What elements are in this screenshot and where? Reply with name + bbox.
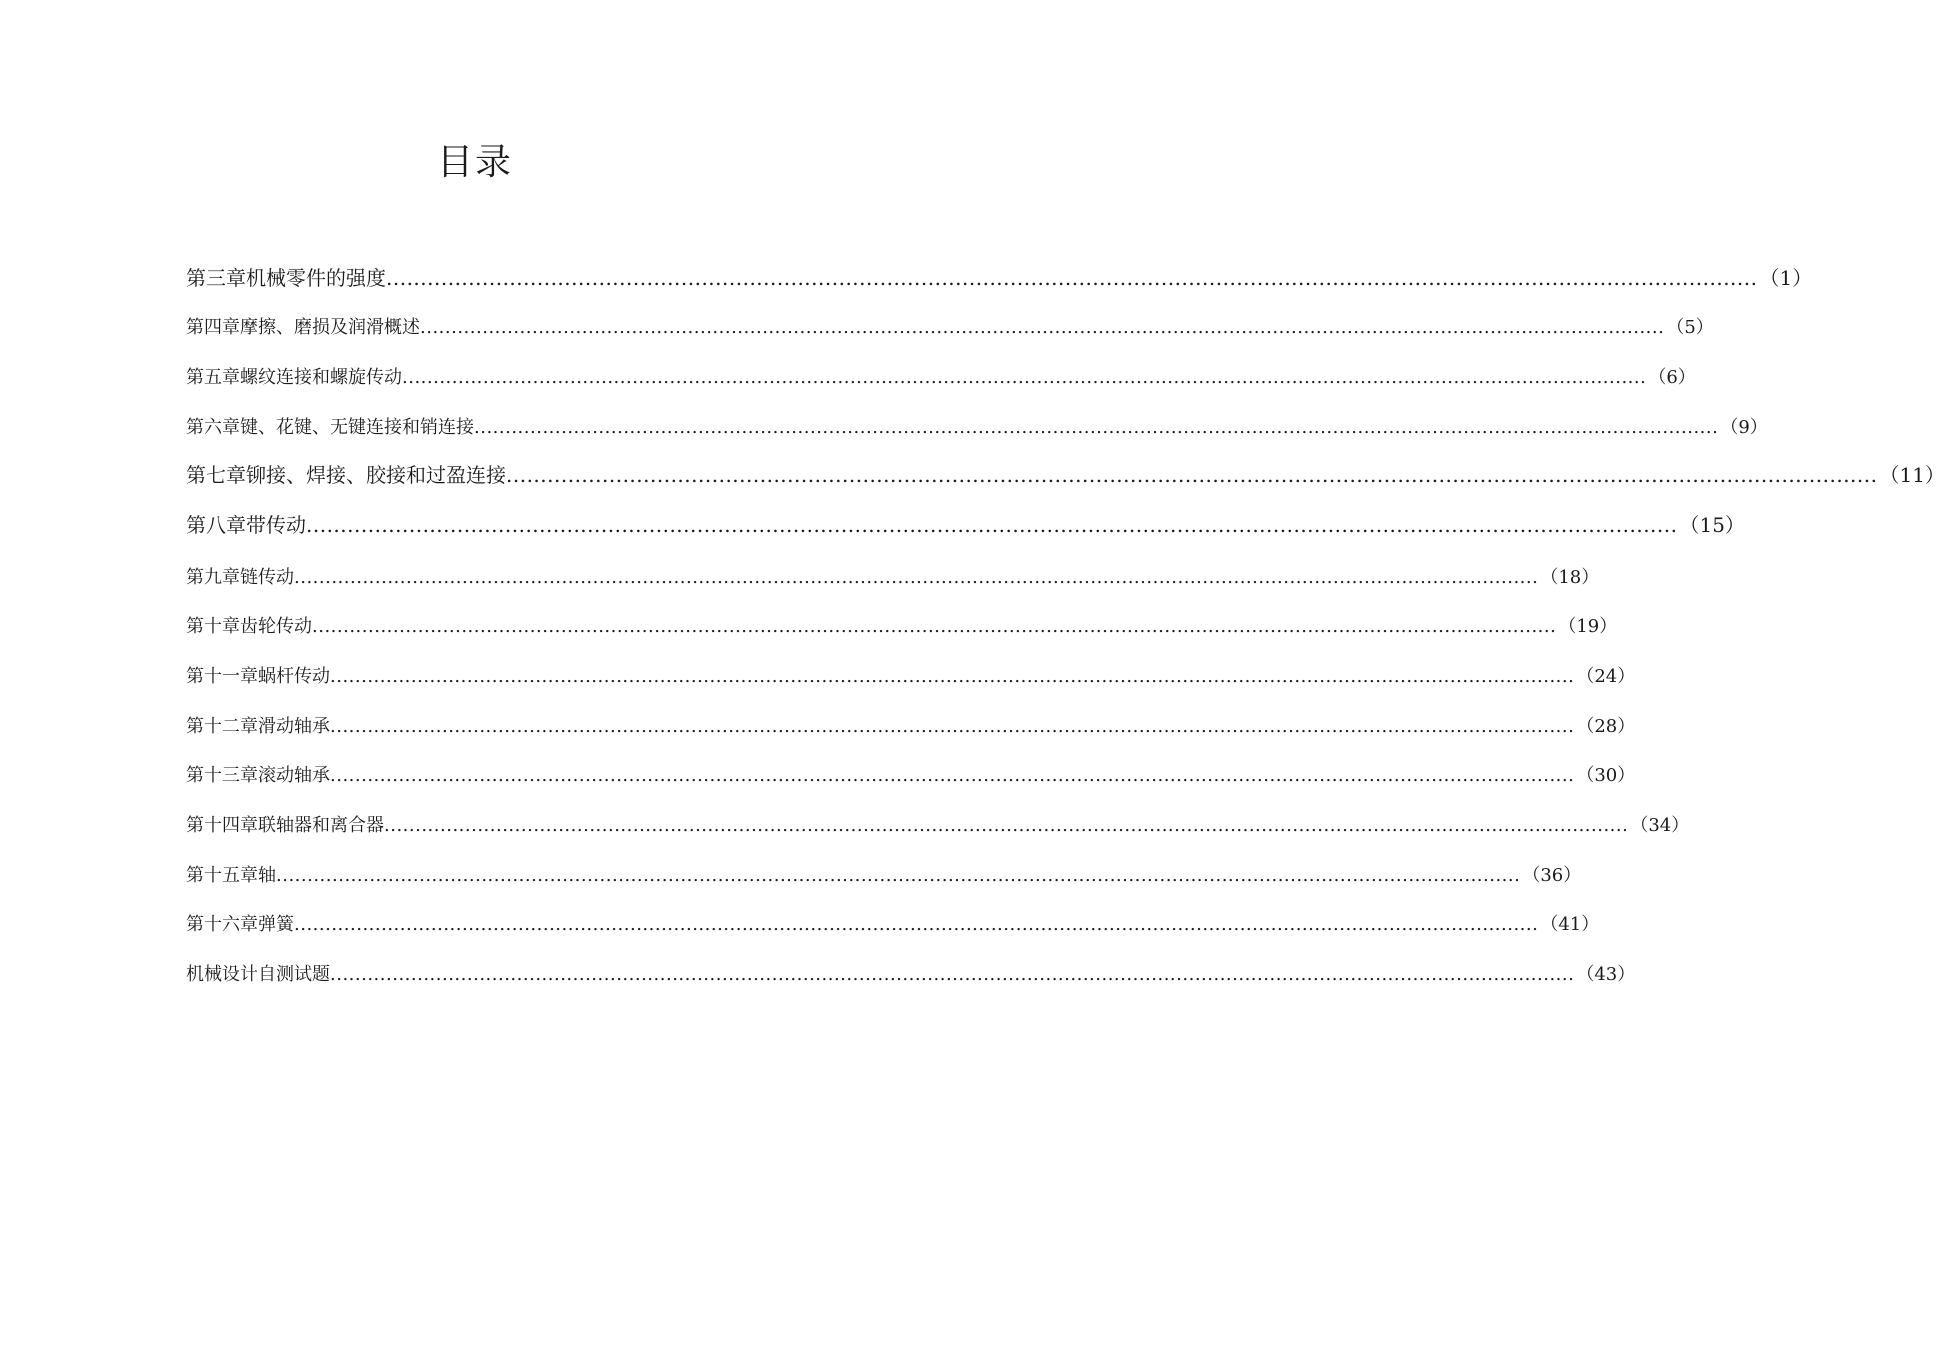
dot-leader: ........................................................................................................................................................................................................: [474, 417, 1719, 438]
page-number: （9）: [1720, 417, 1768, 438]
page-number: （11）: [1879, 463, 1945, 487]
page-number: （19）: [1558, 616, 1618, 637]
dot-leader: ........................................................................................................................................................................................................: [306, 513, 1678, 537]
chapter-number: 第十章: [186, 616, 240, 637]
chapter-title: 螺纹连接和螺旋传动: [240, 367, 402, 388]
chapter-number: 第五章: [186, 367, 240, 388]
chapter-title: 滑动轴承: [258, 716, 330, 737]
dot-leader: ........................................................................................................................................................................................................: [506, 463, 1878, 487]
dot-leader: ........................................................................................................................................................................................................: [294, 914, 1539, 935]
page-number: （36）: [1522, 865, 1582, 886]
dot-leader: ........................................................................................................................................................................................................: [330, 964, 1575, 985]
chapter-title: 滚动轴承: [258, 765, 330, 786]
dot-leader: ........................................................................................................................................................................................................: [420, 317, 1665, 338]
page-number: （18）: [1540, 567, 1600, 588]
chapter-title: 键、花键、无键连接和销连接: [240, 417, 474, 438]
dot-leader: ........................................................................................................................................................................................................: [276, 865, 1521, 886]
chapter-number: 第八章: [186, 513, 246, 537]
chapter-title: 带传动: [246, 513, 306, 537]
chapter-number: 第十二章: [186, 716, 258, 737]
page-title: 目录: [436, 142, 513, 183]
page-number: （41）: [1540, 914, 1600, 935]
page-number: （30）: [1576, 765, 1636, 786]
chapter-title: 联轴器和离合器: [258, 815, 384, 836]
page-number: （15）: [1679, 513, 1745, 537]
chapter-number: 第十五章: [186, 865, 258, 886]
toc-entry[interactable]: [186, 265, 1813, 291]
chapter-title: 轴: [258, 865, 276, 886]
toc-entry[interactable]: [186, 565, 1600, 591]
toc-entry[interactable]: [186, 962, 1636, 988]
chapter-number: 第九章: [186, 567, 240, 588]
dot-leader: ........................................................................................................................................................................................................: [294, 567, 1539, 588]
page-number: （1）: [1759, 266, 1813, 290]
page-number: （28）: [1576, 716, 1636, 737]
page-number: （6）: [1648, 367, 1696, 388]
dot-leader: ........................................................................................................................................................................................................: [402, 367, 1647, 388]
page-number: （24）: [1576, 666, 1636, 687]
toc-entry[interactable]: [186, 714, 1636, 740]
chapter-number: 第三章: [186, 266, 246, 290]
toc-entry[interactable]: [186, 462, 1945, 488]
toc-entry[interactable]: [186, 912, 1600, 938]
toc-entry[interactable]: [186, 813, 1690, 839]
page-number: （43）: [1576, 964, 1636, 985]
chapter-title: 弹簧: [258, 914, 294, 935]
page-number: （5）: [1666, 317, 1714, 338]
chapter-number: 第十四章: [186, 815, 258, 836]
toc-entry[interactable]: [186, 763, 1636, 789]
chapter-number: 第十三章: [186, 765, 258, 786]
toc-entry[interactable]: [186, 415, 1768, 441]
dot-leader: ........................................................................................................................................................................................................: [330, 666, 1575, 687]
toc-entry[interactable]: [186, 365, 1696, 391]
toc-entry[interactable]: [186, 614, 1618, 640]
dot-leader: ........................................................................................................................................................................................................: [312, 616, 1557, 637]
dot-leader: ........................................................................................................................................................................................................: [384, 815, 1629, 836]
chapter-number: 第四章: [186, 317, 240, 338]
toc-entry[interactable]: [186, 512, 1745, 538]
page-number: （34）: [1630, 815, 1690, 836]
toc-entry[interactable]: [186, 863, 1582, 889]
dot-leader: ........................................................................................................................................................................................................: [386, 266, 1758, 290]
chapter-title: 摩擦、磨损及润滑概述: [240, 317, 420, 338]
chapter-number: 第六章: [186, 417, 240, 438]
toc-entry[interactable]: [186, 664, 1636, 690]
chapter-number: 第十一章: [186, 666, 258, 687]
chapter-title: 机械零件的强度: [246, 266, 386, 290]
chapter-title: 蜗杆传动: [258, 666, 330, 687]
chapter-number: 第十六章: [186, 914, 258, 935]
chapter-title: 链传动: [240, 567, 294, 588]
dot-leader: ........................................................................................................................................................................................................: [330, 765, 1575, 786]
chapter-title: 齿轮传动: [240, 616, 312, 637]
toc-entry[interactable]: [186, 315, 1714, 341]
dot-leader: ........................................................................................................................................................................................................: [330, 716, 1575, 737]
chapter-title: 铆接、焊接、胶接和过盈连接: [246, 463, 506, 487]
chapter-title: 机械设计自测试题: [186, 964, 330, 985]
chapter-number: 第七章: [186, 463, 246, 487]
